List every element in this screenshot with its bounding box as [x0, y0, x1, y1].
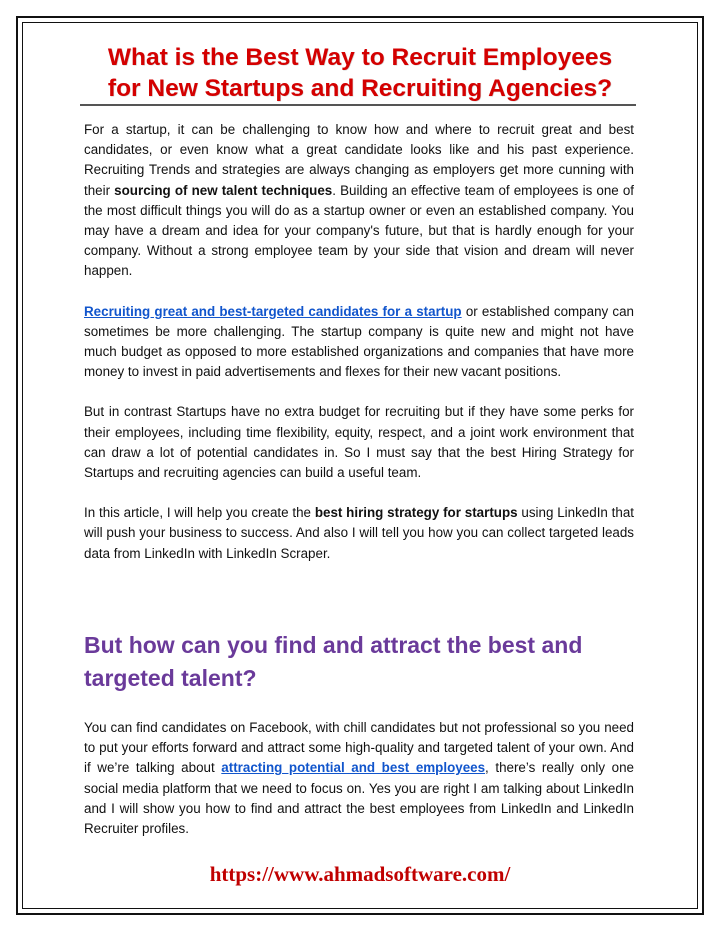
footer-url-link[interactable]: https://www.ahmadsoftware.com/	[209, 862, 511, 886]
paragraph-1-text-b: . Building an effective team of employees is one of the most difficult things you will do as a startup owner or even an established company. You may have a dream and idea for your company's future, but that is hardly enough for your company. Without a strong employee team by your side that vision and dream will never happen.	[84, 182, 634, 279]
paragraph-1-bold: sourcing of new talent techniques	[114, 182, 333, 198]
paragraph-5-text-a: You can find candidates on Facebook, with chill candidates but not professional so you need to put your efforts forward and attract some high-quality and targeted talent of your own. And if we’re talking about	[84, 720, 634, 776]
paragraph-4	[84, 503, 634, 564]
attracting-employees-link[interactable]: attracting potential and best employees	[221, 760, 486, 776]
article-body	[84, 120, 634, 564]
paragraph-2	[84, 302, 634, 383]
paragraph-4-text-a: In this article, I will help you create the	[84, 505, 315, 521]
paragraph-4-text-b: using LinkedIn that will push your business to success. And also I will tell you how you can collect targeted leads data from LinkedIn with LinkedIn Scraper.	[84, 505, 635, 561]
article-body-2	[84, 718, 634, 839]
paragraph-3: But in contrast Startups have no extra budget for recruiting but if they have some perks for their employees, including time flexibility, equity, respect, and a joint work environment that can draw a lot of potential candidates in. So I must say that the best Hiring Strategy for Startups and recruiting agencies can build a useful team.	[84, 404, 634, 481]
paragraph-4-bold: best hiring strategy for startups	[314, 505, 518, 521]
paragraph-2-text: or established company can sometimes be more challenging. The startup company is quite new and might not have much budget as opposed to more established organizations and companies that have more money to invest in paid advertisements and flexes for their new vacant positions.	[84, 303, 634, 380]
paragraph-5-text-b: , there’s really only one social media platform that we need to focus on. Yes you are right I am talking about LinkedIn and I will show you how to find and attract the best employees from LinkedIn and LinkedIn Recruiter profiles.	[84, 760, 634, 837]
title-line-1: What is the Best Way to Recruit Employees	[107, 44, 613, 71]
title-line-2: for New Startups and Recruiting Agencies?	[107, 75, 613, 102]
section-heading: But how can you find and attract the best and targeted talent?	[84, 632, 583, 691]
paragraph-1	[84, 120, 634, 282]
document-title	[60, 42, 660, 104]
title-underline	[80, 104, 636, 106]
recruiting-candidates-link[interactable]: Recruiting great and best-targeted candidates for a startup	[84, 303, 462, 319]
paragraph-1-text-a: For a startup, it can be challenging to know how and where to recruit great and best candidates, or even know what a great candidate looks like and his past experience. Recruiting Trends and strategies are always changing as employers get more cunning with their	[84, 122, 634, 198]
paragraph-5	[84, 718, 634, 839]
